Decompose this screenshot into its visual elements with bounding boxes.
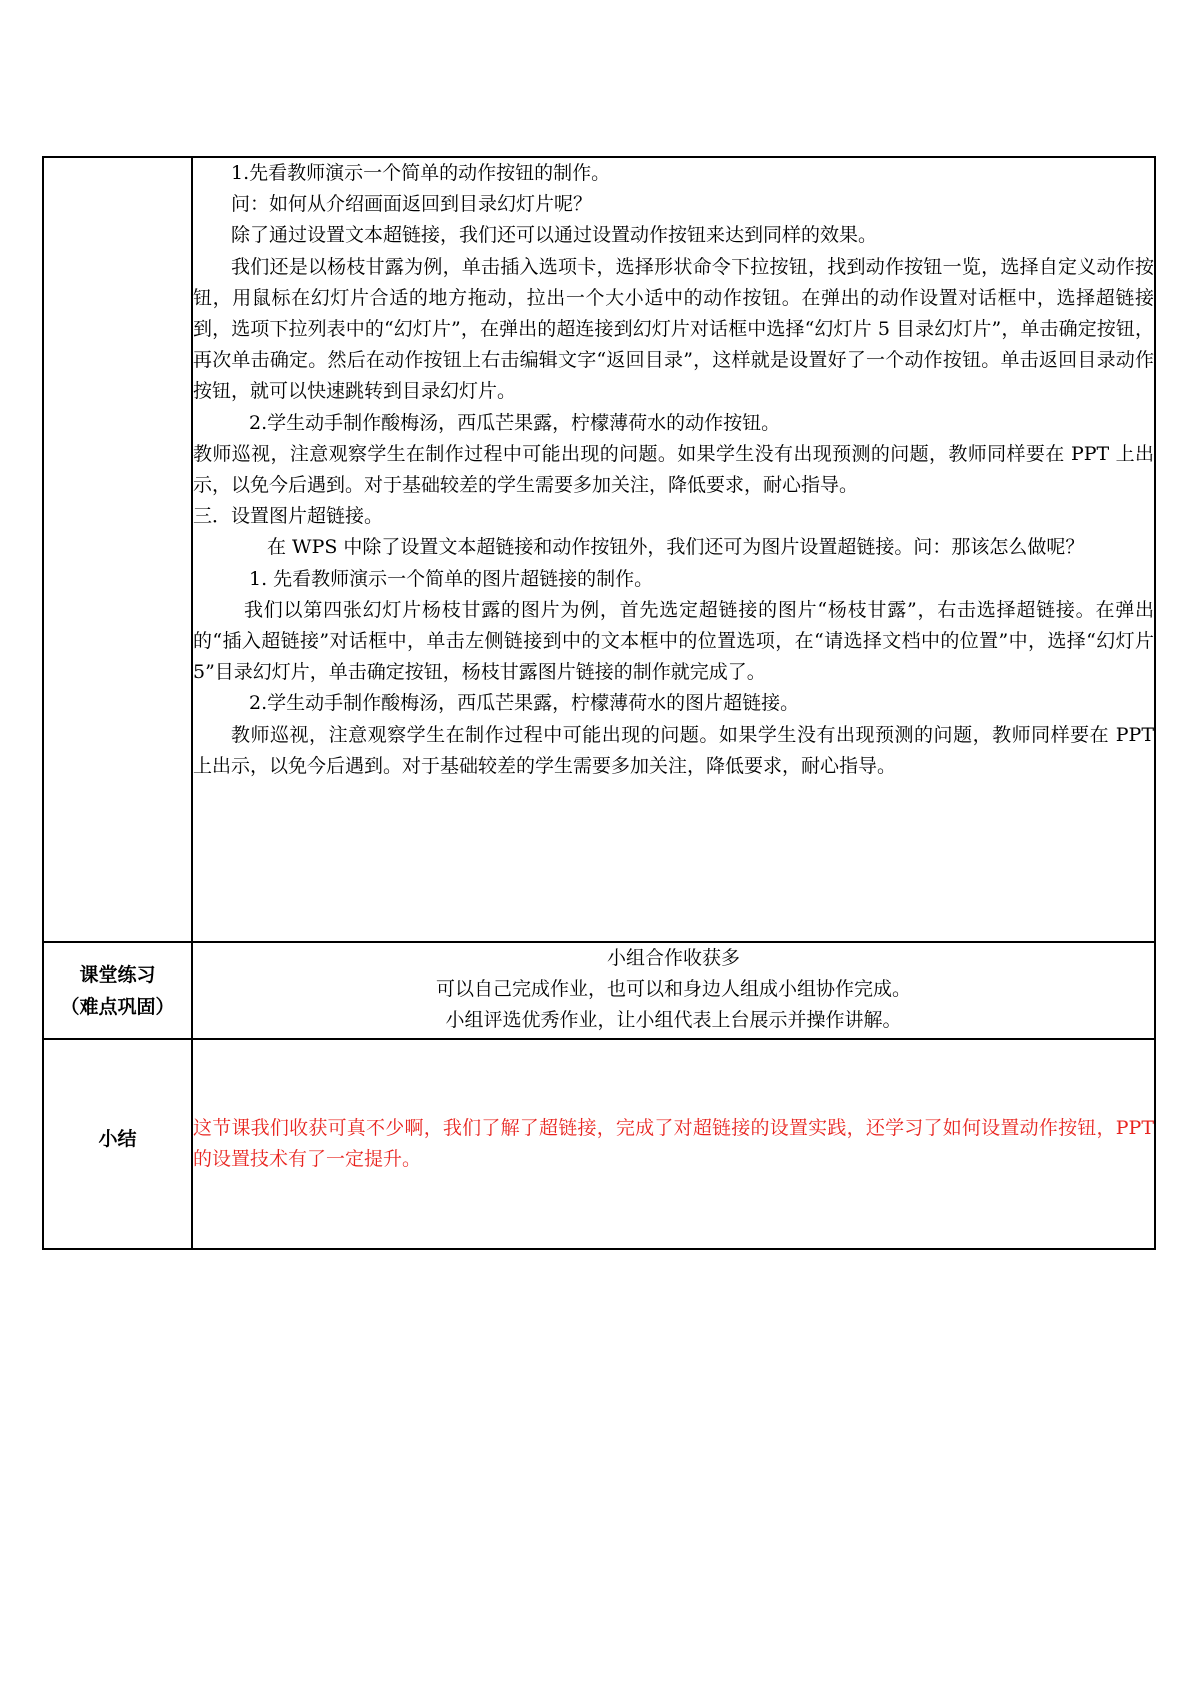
lesson-plan-table <box>42 156 1156 1250</box>
summary-label-cell <box>43 1039 192 1249</box>
summary-content-cell <box>192 1039 1155 1249</box>
practice-label-cell <box>43 942 192 1039</box>
paragraph: 2.学生动手制作酸梅汤，西瓜芒果露，柠檬薄荷水的图片超链接。 <box>249 692 800 715</box>
paragraph: 在 WPS 中除了设置文本超链接和动作按钮外，我们还可为图片设置超链接。问：那该怎么做呢？ <box>267 536 1085 559</box>
activity-content-cell <box>192 157 1155 942</box>
practice-line: 可以自己完成作业，也可以和身边人组成小组协作完成。 <box>435 978 911 1000</box>
activity-label-cell <box>43 157 192 942</box>
paragraph: 除了通过设置文本超链接，我们还可以通过设置动作按钮来达到同样的效果。 <box>231 224 878 247</box>
paragraph: 教师巡视，注意观察学生在制作过程中可能出现的问题。如果学生没有出现预测的问题，教师同样要在 PPT 上出示，以免今后遇到。对于基础较差的学生需要多加关注，降低要求，耐心指导。 <box>193 442 1154 497</box>
practice-line: 小组评选优秀作业，让小组代表上台展示并操作讲解。 <box>445 1009 902 1031</box>
paragraph: 我们还是以杨枝甘露为例，单击插入选项卡，选择形状命令下拉按钮，找到动作按钮一览，选择自定义动作按钮，用鼠标在幻灯片合适的地方拖动，拉出一个大小适中的动作按钮。在弹出的动作设置对话框中，选择超链接到，选项下拉列表中的“幻灯片”，在弹出的超连接到幻灯片对话框中选择“幻灯片 5 目录幻灯片”，单击确定按钮，再次单击确定。然后在动作按钮上右击编辑文字“返回目录”，这样就是设置好了一个动作按钮。单击返回目录动作按钮，就可以快速跳转到目录幻灯片。 <box>193 255 1154 403</box>
section-heading: 三．设置图片超链接。 <box>193 505 384 528</box>
summary-text: 这节课我们收获可真不少啊，我们了解了超链接，完成了对超链接的设置实践，还学习了如何设置动作按钮，PPT 的设置技术有了一定提升。 <box>193 1117 1154 1170</box>
paragraph: 我们以第四张幻灯片杨枝甘露的图片为例，首先选定超链接的图片“杨枝甘露”，右击选择超链接。在弹出的“插入超链接”对话框中，单击左侧链接到中的文本框中的位置选项，在“请选择文档中的位置”中，选择“幻灯片 5”目录幻灯片，单击确定按钮，杨枝甘露图片链接的制作就完成了。 <box>193 598 1154 684</box>
activity-row <box>43 157 1155 942</box>
summary-row <box>43 1039 1155 1249</box>
practice-content-cell <box>192 942 1155 1039</box>
summary-label: 小结 <box>98 1128 137 1150</box>
practice-label: 课堂练习 <box>79 963 156 986</box>
practice-line: 小组合作收获多 <box>606 947 740 969</box>
practice-row <box>43 942 1155 1039</box>
practice-sublabel: （难点巩固） <box>60 995 175 1018</box>
paragraph: 2.学生动手制作酸梅汤，西瓜芒果露，柠檬薄荷水的动作按钮。 <box>249 411 781 434</box>
paragraph: 1. 先看教师演示一个简单的图片超链接的制作。 <box>249 567 654 590</box>
paragraph: 问：如何从介绍画面返回到目录幻灯片呢？ <box>231 193 593 216</box>
paragraph: 1.先看教师演示一个简单的动作按钮的制作。 <box>231 162 611 184</box>
paragraph: 教师巡视，注意观察学生在制作过程中可能出现的问题。如果学生没有出现预测的问题，教师同样要在 PPT 上出示，以免今后遇到。对于基础较差的学生需要多加关注，降低要求，耐心指导。 <box>193 723 1154 777</box>
